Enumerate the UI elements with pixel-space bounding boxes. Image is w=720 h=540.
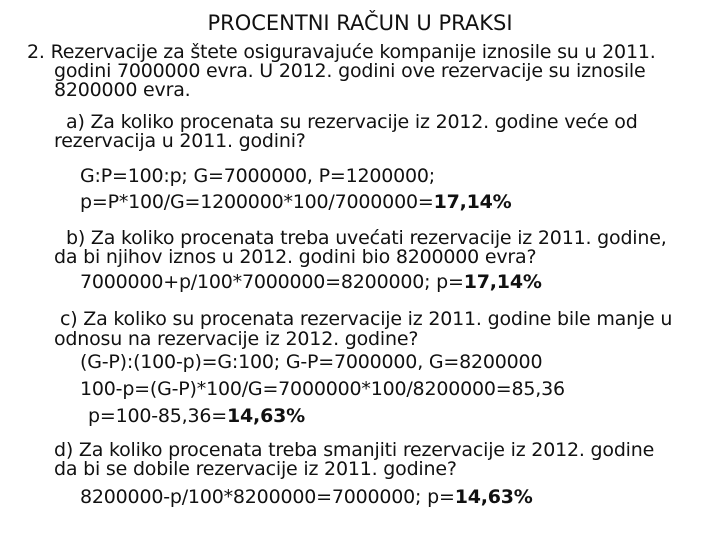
solution-d-expression: 8200000-p/100*8200000=7000000; p= [80, 486, 455, 508]
question-d-line-1: d) Za koliko procenata treba smanjiti rezervacije iz 2012. godine [54, 439, 655, 461]
solution-a-line-1: G:P=100:p; G=7000000, P=1200000; [80, 165, 436, 187]
solution-d-result: 14,63% [454, 486, 533, 508]
problem-intro-line-2: godini 7000000 evra. U 2012. godini ove rezervacije su iznosile [54, 60, 646, 82]
question-c-line-2: odnosu na rezervacije iz 2012. godine? [54, 328, 419, 350]
solution-c-line-3 [88, 405, 305, 427]
problem-intro-line-3: 8200000 evra. [54, 79, 191, 101]
question-a-line-2: rezervacija u 2011. godini? [54, 130, 306, 152]
solution-c-expression: p=100-85,36= [88, 405, 228, 427]
question-b-line-2: da bi njihov iznos u 2012. godini bio 8200000 evra? [54, 246, 537, 268]
solution-a-expression: p=P*100/G=1200000*100/7000000= [80, 191, 434, 213]
solution-c-result: 14,63% [227, 405, 305, 427]
question-c-line-1: c) Za koliko su procenata rezervacije iz 2011. godine bile manje u [60, 308, 673, 330]
problem-intro-line-1: 2. Rezervacije za štete osiguravajuće kompanije iznosile su u 2011. [27, 41, 656, 63]
solution-c-line-2: 100-p=(G-P)*100/G=7000000*100/8200000=85,36 [80, 378, 565, 400]
solution-d-line-1 [80, 486, 533, 508]
solution-b-expression: 7000000+p/100*7000000=8200000; p= [80, 271, 464, 293]
solution-b-result: 17,14% [463, 271, 542, 293]
solution-a-line-2 [80, 191, 512, 213]
question-b-line-1: b) Za koliko procenata treba uvećati rezervacije iz 2011. godine, [66, 227, 667, 249]
question-d-line-2: da bi se dobile rezervacije iz 2011. godine? [54, 458, 457, 480]
question-a-line-1: a) Za koliko procenata su rezervacije iz 2012. godine veće od [66, 111, 638, 133]
solution-c-line-1: (G-P):(100-p)=G:100; G-P=7000000, G=8200000 [80, 351, 543, 373]
solution-a-result: 17,14% [433, 191, 512, 213]
slide-title: PROCENTNI RAČUN U PRAKSI [207, 11, 513, 35]
solution-b-line-1 [80, 271, 542, 293]
